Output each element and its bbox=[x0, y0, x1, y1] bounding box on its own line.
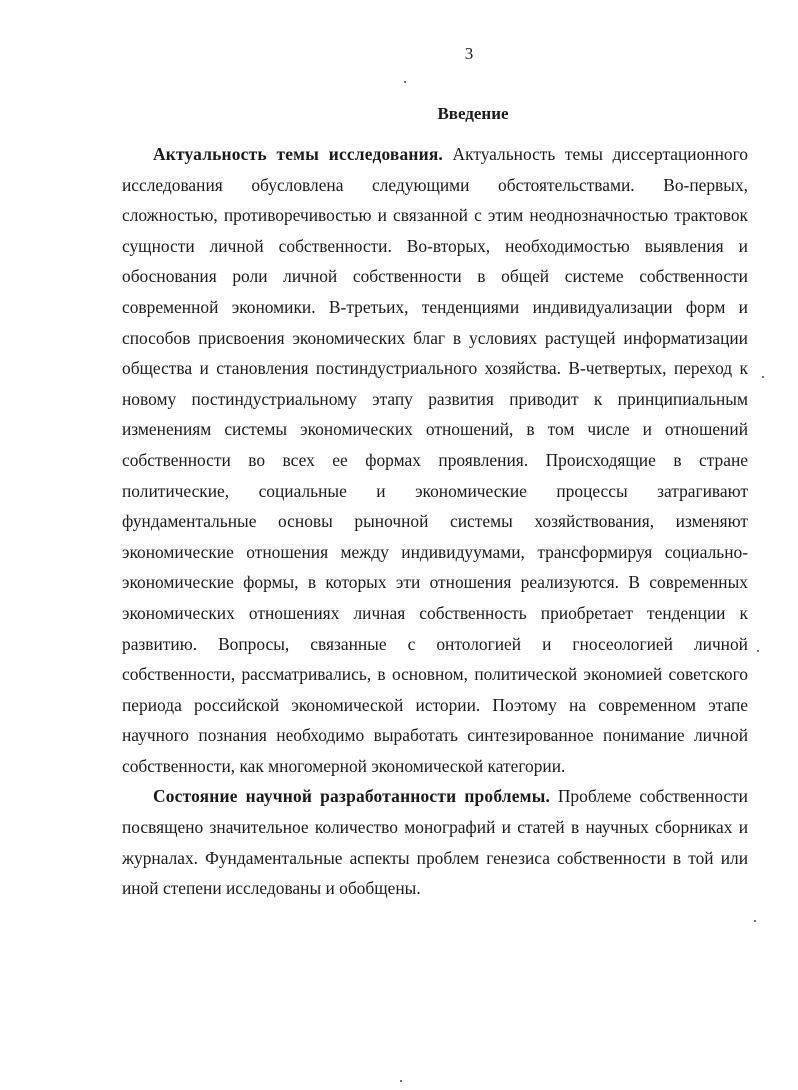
paragraph-relevance-text: Актуальность темы диссертационного исследования обусловлена следующими обстоятельствами. Во-первых, сложностью, противоречивостью и связанной с этим неоднозначностью трактовок сущности личной собственности. Во-вторых, необходимостью выявления и обоснования роли личной собственности в общей системе собственности современной экономики. В-третьих, тенденциями индивидуализации форм и способов присвоения экономических благ в условиях растущей информатизации общества и становления постиндустриального хозяйства. В-четвертых, переход к новому постиндустриальному этапу развития приводит к принципиальным изменениям системы экономических отношений, в том числе и отношений собственности во всех ее формах проявления. Происходящие в стране политические, социальные и экономические процессы затрагивают фундаментальные основы рыночной системы хозяйствования, изменяют экономические отношения между индивидуумами, трансформируя социально-экономические формы, в которых эти отношения реализуются. В современных экономических отношениях личная собственность приобретает тенденции к развитию. Вопросы, связанные с онтологией и гносеологией личной собственности, рассматривались, в основном, политической экономией советского периода российской экономической истории. Поэтому на современном этапе научного познания необходимо выработать синтезированное понимание личной собственности, как многомерной экономической категории. bbox=[122, 144, 748, 776]
paragraph-research-state-text: Проблеме собственности посвящено значительное количество монографий и статей в научных сборниках и журналах. Фундаментальные аспекты проблем генезиса собственности в той или иной степени исследованы и обобщены. bbox=[122, 786, 748, 899]
page-number: 3 bbox=[464, 44, 474, 63]
scan-speck bbox=[404, 81, 406, 83]
body-text bbox=[122, 139, 748, 904]
paragraph-research-state bbox=[122, 781, 748, 903]
scan-speck bbox=[754, 920, 756, 922]
scan-speck bbox=[762, 376, 764, 378]
paragraph-relevance-lead: Актуальность темы исследования. bbox=[153, 144, 443, 164]
paragraph-relevance bbox=[122, 139, 748, 781]
scan-speck bbox=[757, 650, 759, 652]
scan-speck bbox=[400, 1080, 402, 1082]
paragraph-research-state-lead: Состояние научной разработанности проблемы. bbox=[153, 786, 551, 807]
section-heading: Введение bbox=[437, 104, 509, 123]
